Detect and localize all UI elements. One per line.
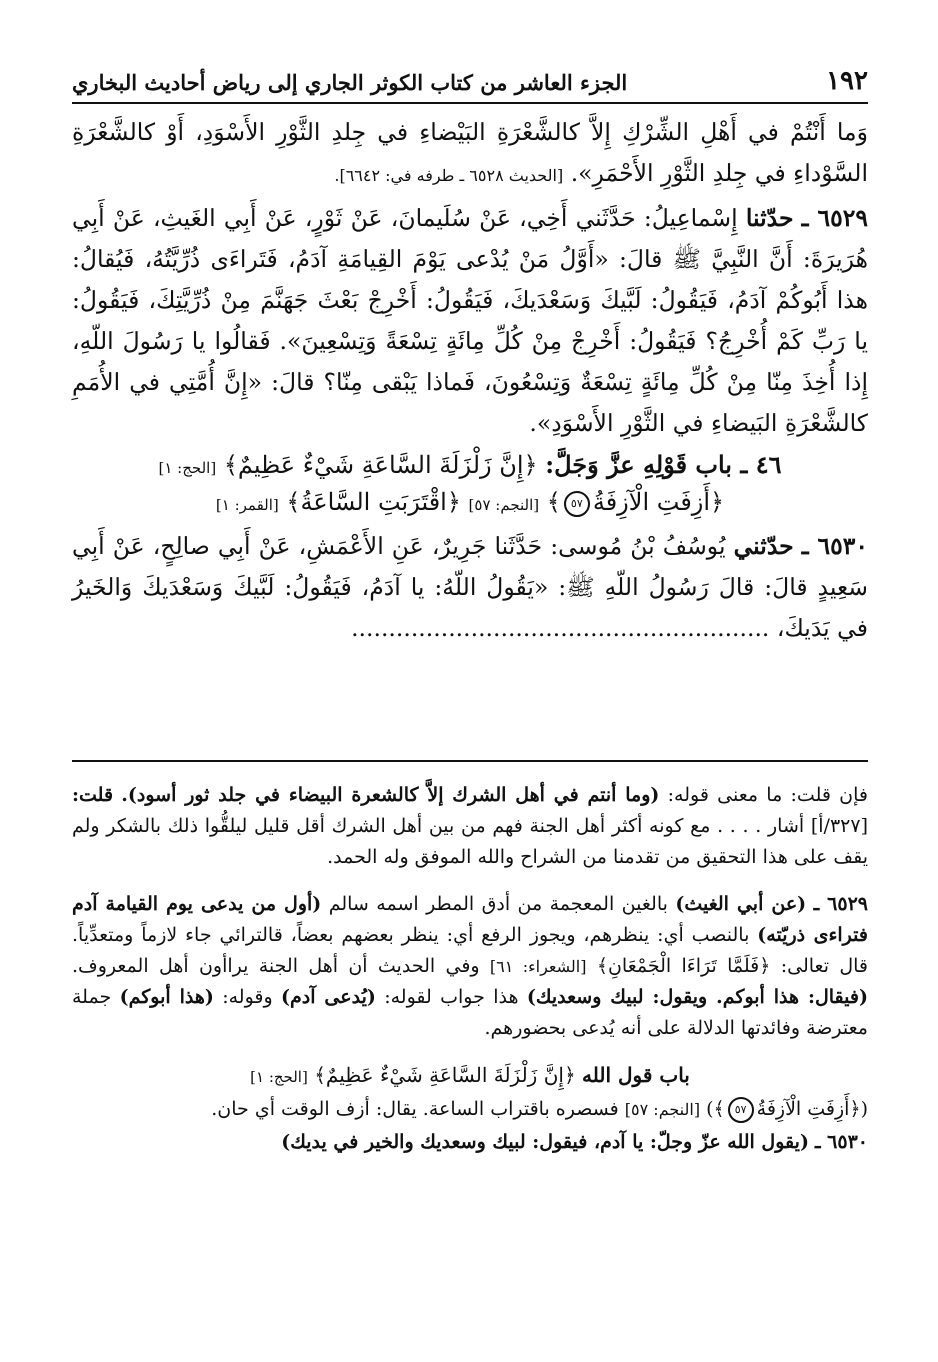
main-text xyxy=(72,112,868,651)
verse-reference: [الشعراء: ٦١] xyxy=(489,957,587,976)
commentary-text: وفي الحديث أن أهل الجنة يراأون أهل المعروف. xyxy=(72,955,480,977)
chapter-title: باب قول الله xyxy=(582,1063,690,1087)
continuation-dots: ........................................................ xyxy=(351,614,770,642)
hadith-number: ٦٥٢٩ ـ xyxy=(813,893,868,915)
quran-verse: ﴿أَزِفَتِ الْآزِفَةُ xyxy=(592,488,725,516)
hadith-text: يُوسُفُ بْنُ مُوسى: حَدَّثَنا جَرِيرٌ، عَنِ الأَعْمَشِ، عَنْ أَبِي صالِحٍ، عَنْ أَبِي سَعِيدٍ قالَ: قالَ رَسُولُ اللّهِ ﷺ: «يَقُولُ اللّهُ: يا آدَمُ، فَيَقُولُ: لَبَّيكَ وَسَعْدَيكَ وَالخَيرُ في يَدَيكَ، xyxy=(72,532,868,642)
quran-verse: ﴿اقْتَرَبَتِ السَّاعَةُ﴾ xyxy=(286,488,461,516)
hadith-number: ٦٥٢٩ ـ xyxy=(801,204,868,232)
hadith-lead-word: حدّثنا xyxy=(745,204,794,232)
quoted-text: (يُدعى آدم) xyxy=(281,986,376,1008)
chapter-title: ٤٦ ـ باب قَوْلِهِ عزَّ وَجَلَّ: xyxy=(545,450,782,479)
qult-label: قلت: xyxy=(72,784,114,806)
ayah-number-icon: ٥٧ xyxy=(728,1097,754,1123)
hadith-6529 xyxy=(72,198,868,444)
page-number: ١٩٢ xyxy=(826,66,868,96)
quoted-text: (عن أبي الغيث) xyxy=(675,893,807,915)
commentary xyxy=(72,780,868,1174)
page-header xyxy=(72,62,868,104)
quran-verse-end: ﴾) xyxy=(706,1098,725,1120)
ayah-number-icon: ٥٧ xyxy=(564,491,590,517)
quoted-text: (هذا أبوكم) xyxy=(119,986,214,1008)
verse-reference: [النجم: ٥٧] xyxy=(468,496,540,514)
commentary-text: بالغين المعجمة من أدق المطر اسمه سالم xyxy=(328,893,668,915)
quoted-text: (أول من يدعى يوم القيامة آدم فتراءى ذريّته) xyxy=(72,893,868,946)
commentary-paragraph xyxy=(72,1127,868,1158)
hadith-6528-end xyxy=(72,112,868,196)
quran-verse: ﴿إِنَّ زَلْزَلَةَ السَّاعَةِ شَيْءٌ عَظِيمٌ﴾ xyxy=(314,1063,576,1087)
hadith-6530 xyxy=(72,526,868,649)
verse-reference: [الحج: ١] xyxy=(250,1068,308,1086)
verse-reference: [الحج: ١] xyxy=(158,459,217,477)
commentary-text: جملة معترضة وفائدتها الدلالة على أنه يُدعى بحضورهم. xyxy=(72,986,868,1039)
footnote-divider xyxy=(72,760,868,762)
hadith-text: إِسْماعِيلُ: حَدَّثَني أَخِي، عَنْ سُلَيمانَ، عَنْ ثَوْرٍ، عَنْ أَبِي الغَيثِ، عَنْ أَبِي هُرَيرَةَ: أَنَّ النَّبِيَّ ﷺ قالَ: «أَوَّلُ مَنْ يُدْعى يَوْمَ القِيامَةِ آدَمُ، فَتَراءَى ذُرِّيَّتُهُ، فَيُقالُ: هذا أَبُوكُمْ آدَمُ، فَيَقُولُ: لَبَّيكَ وَسَعْدَيكَ، فَيَقُولُ: أَخْرِجْ بَعْثَ جَهَنَّمَ مِنْ ذُرِّيَّتِكَ، فَيَقُولُ: يا رَبِّ كَمْ أُخْرِجُ؟ فَيَقُولُ: أَخْرِجْ مِنْ كُلِّ مِائَةٍ تِسْعَةً وَتِسْعِينَ». فَقالُوا يا رَسُولَ اللّهِ، إِذا أُخِذَ مِنّا مِنْ كُلِّ مِائَةٍ تِسْعَةٌ وَتِسْعُونَ، فَماذا يَبْقى مِنّا؟ قالَ: «إِنَّ أُمَّتِي في الأُمَمِ كالشَّعْرَةِ البَيضاءِ في الثَّوْرِ الأَسْوَدِ». xyxy=(72,204,868,437)
quran-verse: ﴿فَلَمَّا تَرَاءَا الْجَمْعَانِ﴾ xyxy=(596,955,771,977)
commentary-chapter-heading xyxy=(72,1060,868,1092)
commentary-text: وقوله: xyxy=(222,986,273,1008)
quran-verse: (﴿أَزِفَتِ الْآزِفَةُ xyxy=(756,1098,868,1120)
hadith-reference: [الحديث ٦٥٢٨ ـ طرفه في: ٦٦٤٢]. xyxy=(334,166,564,185)
commentary-text: [٣٢٧/أ] أشار . . . . مع كونه أكثر أهل الجنة فهم من بين أهل الشرك أقل قليل ليلقُّوا ذلك بالشكر ولم يقف على هذا التحقيق من تقدمنا من الشراح والله الموفق وله الحمد. xyxy=(72,815,868,868)
commentary-text: هذا جواب لقوله: xyxy=(384,986,519,1008)
hadith-number: ٦٥٣٠ ـ xyxy=(814,1131,868,1153)
commentary-text: فإن قلت: ما معنى قوله: xyxy=(667,784,868,806)
commentary-text: بالنصب أي: ينظرهم، ويجوز الرفع أي: ينظر بعضهم بعضاً، قالترائي جاء لازماً ومتعدِّياً. قال تعالى: xyxy=(72,924,869,977)
quoted-text: (وما أنتم في أهل الشرك إلاَّ كالشعرة البيضاء في جلد ثور أسود). xyxy=(121,784,660,806)
quran-verse: ﴿إِنَّ زَلْزَلَةَ السَّاعَةِ شَيْءٌ عَظِيمٌ﴾ xyxy=(223,451,538,479)
running-title: الجزء العاشر من كتاب الكوثر الجاري إلى رياض أحاديث البخاري xyxy=(72,70,628,95)
chapter-46-heading xyxy=(72,448,868,522)
commentary-paragraph xyxy=(72,1094,868,1125)
verse-reference: [النجم: ٥٧] xyxy=(624,1100,701,1119)
quran-verse-end: ﴾ xyxy=(546,488,561,516)
quoted-text: (فيقال: هذا أبوكم. ويقول: لبيك وسعديك) xyxy=(526,986,868,1008)
hadith-number: ٦٥٣٠ ـ xyxy=(801,532,868,560)
hadith-lead-word: حدّثني xyxy=(733,532,794,560)
quoted-text: (يقول الله عزّ وجلّ: يا آدم، فيقول: لبيك وسعديك والخير في يديك) xyxy=(281,1131,809,1153)
hadith-text: وَما أَنْتُمْ في أَهْلِ الشِّرْكِ إِلاَّ كالشَّعْرَةِ البَيْضاءِ في جِلدِ الثَّوْرِ الأَسْوَدِ، أَوْ كالشَّعْرَةِ السَّوْداءِ في جِلدِ الثَّوْرِ الأَحْمَرِ». xyxy=(72,118,868,187)
commentary-paragraph xyxy=(72,889,868,1044)
commentary-paragraph xyxy=(72,780,868,873)
commentary-text: فسصره باقتراب الساعة. يقال: أزف الوقت أي حان. xyxy=(211,1098,619,1120)
verse-reference: [القمر: ١] xyxy=(215,496,279,514)
